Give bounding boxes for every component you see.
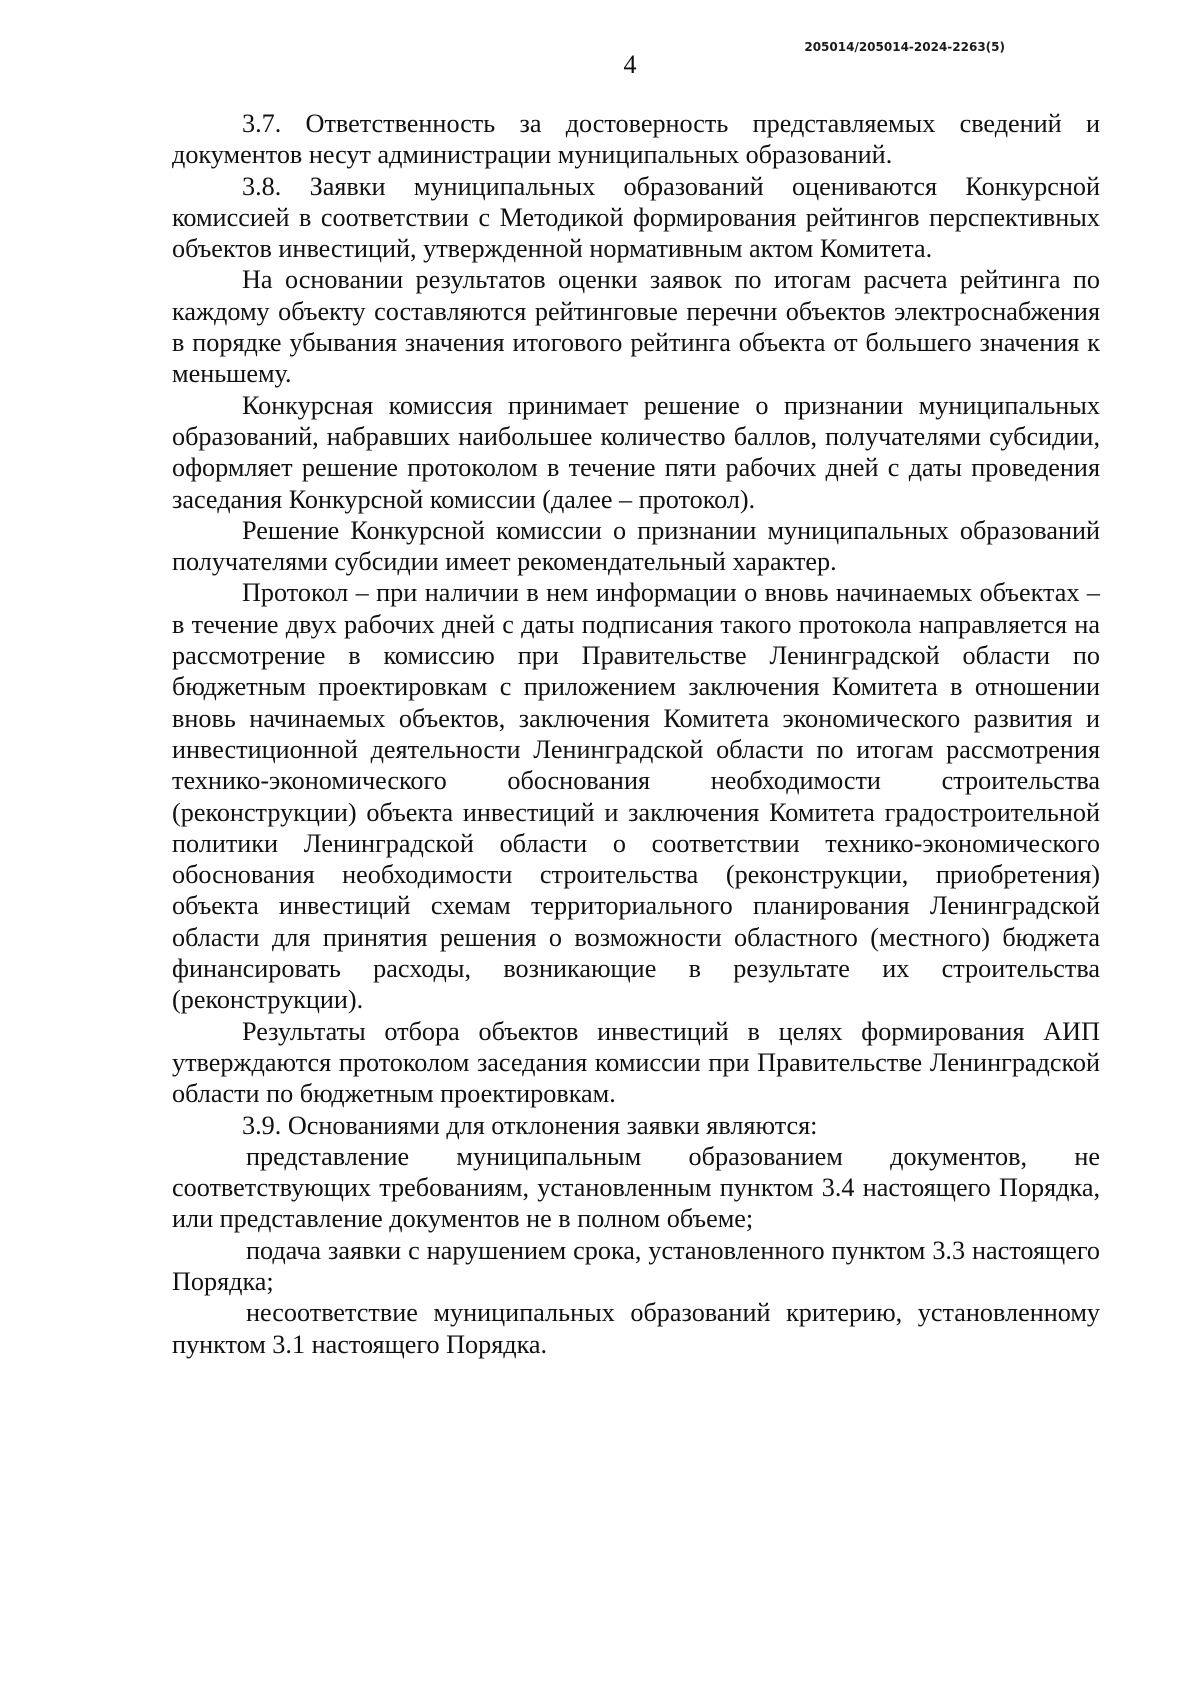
paragraph-3-8: 3.8. Заявки муниципальных образований оцениваются Конкурсной комиссией в соответствии с Методикой формирования рейтингов перспективных объектов инвестиций, утвержденной нормативным актом Комитета. (172, 171, 1100, 264)
paragraph-3-7: 3.7. Ответственность за достоверность представляемых сведений и документов несут администрации муниципальных образований. (172, 109, 1100, 170)
list-item-criterion: несоответствие муниципальных образований критерию, установленному пунктом 3.1 настоящего Порядка. (172, 1298, 1100, 1359)
paragraph-rating-lists: На основании результатов оценки заявок по итогам расчета рейтинга по каждому объекту составляются рейтинговые перечни объектов электроснабжения в порядке убывания значения итогового рейтинга объекта от большего значения к меньшему. (172, 265, 1100, 389)
paragraph-protocol: Протокол – при наличии в нем информации о вновь начинаемых объектах – в течение двух рабочих дней с даты подписания такого протокола направляется на рассмотрение в комиссию при Правительстве Ленинградской области по бюджетным проектировкам с приложением заключения Комитета в отношении вновь начинаемых объектов, заключения Комитета экономического развития и инвестиционной деятельности Ленинградской области по итогам рассмотрения технико-экономического обоснования необходимости строительства (реконструкции) объекта инвестиций и заключения Комитета градостроительной политики Ленинградской области о соответствии технико-экономического обоснования необходимости строительства (реконструкции, приобретения) объекта инвестиций схемам территориального планирования Ленинградской области для принятия решения о возможности областного (местного) бюджета финансировать расходы, возникающие в результате их строительства (реконструкции). (172, 578, 1100, 1015)
paragraph-commission-decision: Конкурсная комиссия принимает решение о признании муниципальных образований, набравших наибольшее количество баллов, получателями субсидии, оформляет решение протоколом в течение пяти рабочих дней с даты проведения заседания Конкурсной комиссии (далее – протокол). (172, 390, 1100, 514)
document-id: 205014/205014-2024-2263(5) (804, 40, 1005, 54)
list-item-documents: представление муниципальным образованием документов, не соответствующих требованиям, установленным пунктом 3.4 настоящего Порядка, или представление документов не в полном объеме; (172, 1141, 1100, 1234)
paragraph-recommendation: Решение Конкурсной комиссии о признании муниципальных образований получателями субсидии имеет рекомендательный характер. (172, 515, 1100, 577)
paragraph-selection-results: Результаты отбора объектов инвестиций в целях формирования АИП утверждаются протоколом заседания комиссии при Правительстве Ленинградской области по бюджетным проектировкам. (172, 1016, 1100, 1109)
document-body (172, 108, 1100, 1360)
paragraph-3-9: 3.9. Основаниями для отклонения заявки являются: (242, 1110, 818, 1140)
page-number: 4 (623, 50, 637, 79)
list-item-deadline: подача заявки с нарушением срока, установленного пунктом 3.3 настоящего Порядка; (172, 1235, 1100, 1296)
